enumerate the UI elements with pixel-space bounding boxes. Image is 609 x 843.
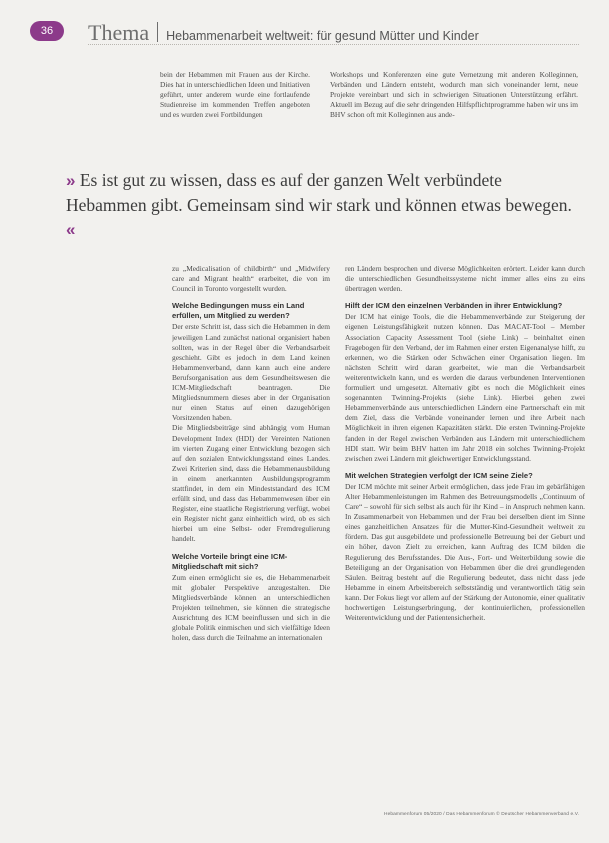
body-right-column bbox=[345, 264, 585, 623]
paragraph: Zum einen ermöglicht sie es, die Hebammenarbeit mit globaler Perspektive anzugestalten. Die Mitgliedsverbände können an unterschiedlichen Projekten teilnehmen, sie können die strategische Ausrichtung des ICM beeinflussen und sich in die globale Politik einmischen und sich vielfältige Ideen holen, dass durch die Teilnahme an internationalen bbox=[172, 572, 330, 643]
quote-close-mark: « bbox=[66, 220, 76, 239]
quote-open-mark: » bbox=[66, 171, 76, 190]
paragraph: ren Ländern besprochen und diverse Möglichkeiten erörtert. Leider kann durch die unterschiedlichen Gesundheitssysteme nicht immer alles eins zu eins übertragen werden. bbox=[345, 264, 585, 294]
paragraph: zu „Medicalisation of childbirth“ und „Midwifery care and Migrant health“ erarbeitet, die von im Council in Toronto vorgestellt wurden. bbox=[172, 264, 330, 294]
page-header bbox=[88, 20, 579, 45]
paragraph: Workshops und Konferenzen eine gute Vernetzung mit anderen Kolleginnen, Verbänden und Ländern entsteht, wodurch man sich voneinander lernt, neue Projekte vereinbart und sich in schwierigen Situationen Unterstützung erfährt. Aktuell im Bezug auf die sehr dringenden Hilfspflichtprogramme haben wir uns im BHV schon oft mit Kolleginnen aus ande- bbox=[330, 70, 578, 120]
interview-question: Welche Vorteile bringt eine ICM-Mitgliedschaft mit sich? bbox=[172, 551, 288, 571]
quote-text: Es ist gut zu wissen, dass es auf der ganzen Welt verbündete Hebammen gibt. Gemeinsam sind wir stark und können etwas bewegen. bbox=[66, 170, 572, 215]
section-subtitle: Hebammenarbeit weltweit: für gesund Mütter und Kinder bbox=[166, 29, 479, 43]
paragraph: Der ICM hat einige Tools, die die Hebammenverbände zur Steigerung der eigenen Leistungsfähigkeit nutzen können. Das MACAT-Tool – Member Association Capacity Assessment Tool (siehe Link) – beinhaltet einen Fragebogen für den Verband, der im Rahmen einer ersten Eigenanalyse hilft, zu erkennen, wo die Stärken oder Schwächen einer Organisation liegen. Im nächsten Schritt wird daran gearbeitet, wie man die Verbandsarbeit weiterentwickeln kann, und es werden die daraus verbundenen Interventionen formuliert und umgesetzt. Alternativ gibt es noch die Möglichkeit eines sogenannten Twinning-Projekts (siehe Link). Hierbei gehen zwei Hebammenverbände aus unterschiedlichen Ländern eine Partnerschaft ein mit dem Ziel, dass die Verbände voneinander lernen und ihre Arbeit nach Möglichkeit in ihren eigenen Kapazitäten stärkt. Die ersten Twinning-Projekte fanden in der Regel zwischen Verbänden aus Ländern mit unterschiedlichem HDI statt. Wir beim BHV hatten im Jahr 2018 ein solches Twinning-Projekt zwischen zwei Ländern mit gleichwertiger Entwicklungsstand. bbox=[345, 312, 585, 463]
body-left-column bbox=[172, 264, 330, 643]
interview-question: Hilft der ICM den einzelnen Verbänden in ihrer Entwicklung? bbox=[345, 301, 563, 311]
top-left-column bbox=[160, 70, 310, 120]
interview-question: Mit welchen Strategien verfolgt der ICM seine Ziele? bbox=[345, 470, 533, 480]
paragraph: Der erste Schritt ist, dass sich die Hebammen in dem jeweiligen Land zunächst national organisiert haben sollten, was in der Regel über die Verbandsarbeit geschieht. Gibt es jedoch in dem Land keinen Hebammenverband, dann kann auch eine andere Berufsorganisation aus dem Gesundheitswesen die ICM-Mitgliedschaft beantragen. Die Mitgliedsnummern dieses aber in der Organisation nur einen Status auf einen dazugehörigen Vorsitzenden haben. bbox=[172, 322, 330, 423]
top-right-column bbox=[330, 70, 578, 120]
paragraph: Die Mitgliedsbeiträge sind abhängig vom Human Development Index (HDI) der Vereinten Nationen im vierten Zugang einer Entwicklung bezogen sich auf den sozialen Entwicklungsstand eines Landes. Zwei Kriterien sind, dass die Hebammenausbildung in einem anerkannten Ausbildungsprogramm stattfindet, in dem ein Mindeststandard des ICM erfüllt sind, und dass das Hebammenwesen über ein Register, eine staatliche Registrierung verfügt, wobei ein Register nicht ganz einheitlich wird, ob es sich hierbei um eine Selbst- oder Fremdregulierung handelt. bbox=[172, 423, 330, 544]
page-number-badge: 36 bbox=[30, 21, 64, 41]
page-footer: Hebammenforum 05/2020 / Das Hebammenforum © Deutscher Hebammenverband e.V. bbox=[384, 812, 579, 817]
paragraph: bein der Hebammen mit Frauen aus der Kirche. Dies hat in unterschiedlichen Ideen und Initiativen geführt, unter anderem wurde eine fortlaufende Studienreise im kommenden Treffen angeboten und es wurden zwei Fortbildungen bbox=[160, 70, 310, 120]
header-divider bbox=[157, 22, 158, 42]
section-title: Thema bbox=[88, 20, 150, 45]
interview-question: Welche Bedingungen muss ein Land erfüllen, um Mitglied zu werden? bbox=[172, 301, 305, 321]
paragraph: Der ICM möchte mit seiner Arbeit ermöglichen, dass jede Frau im gebärfähigen Alter Hebammenleistungen im Rahmen des Betreuungsmodells „Continuum of Care“ – sowohl für sich selbst als auch für ihr Kind – in Anspruch nehmen kann. In Zusammenarbeit von Hebammen und der Frau bei derselben dient im Sinne eines ganzheitlichen Ansatzes für die Mutter-Kind-Gesundheit weltweit zu fördern. Das gut ausgebildete und professionelle Betreuung bei der Geburt und ein höher, davon Zielt zu erreichen, kann Auftrag des ICM bilden die Regulierung des Berufsstandes. Die Aus-, Fort- und Weiterbildung sowie die Beteiligung an der Organisation von Hebammen über die drei grundlegenden Säulen. Beitrag besteht auf die Regulierung bedeutet, dass nicht dass jede Hebamme in einem Arbeitsbereich selbstständig und verantwortlich tätig sein kann. Der Fokus liegt vor allem auf der Stärkung der Autonomie, einer qualitativ hochwertigen Leistungserbringung, der kontinuierlichen, professionellen Weiterentwicklung und der Patientensicherheit. bbox=[345, 481, 585, 623]
pull-quote bbox=[66, 168, 576, 242]
